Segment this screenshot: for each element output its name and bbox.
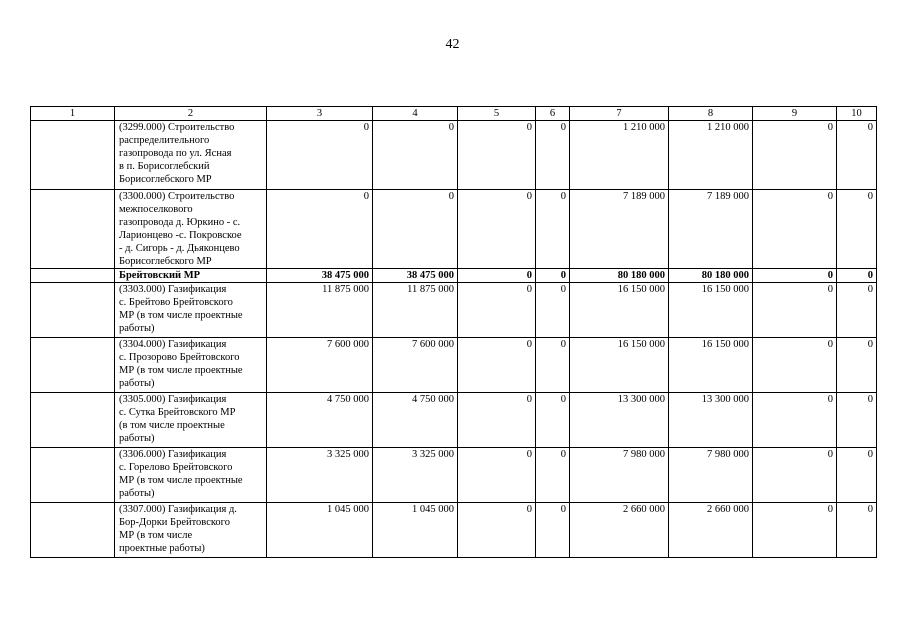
row-marker-cell — [31, 503, 115, 558]
amount-cell-col-8: 2 660 000 — [669, 503, 753, 558]
project-name-cell: (3304.000) Газификация с. Прозорово Брейтовского МР (в том числе проектные работы) — [115, 338, 267, 393]
amount-cell-col-9: 0 — [753, 503, 837, 558]
column-number: 10 — [837, 107, 877, 121]
amount-cell-col-5: 0 — [458, 190, 536, 269]
amount-cell-col-6: 0 — [536, 190, 570, 269]
amount-cell-col-5: 0 — [458, 503, 536, 558]
amount-cell-col-10: 0 — [837, 283, 877, 338]
column-number: 5 — [458, 107, 536, 121]
amount-cell-col-9: 0 — [753, 393, 837, 448]
row-marker-cell — [31, 283, 115, 338]
amount-cell-col-8: 1 210 000 — [669, 121, 753, 190]
table-row — [31, 448, 877, 503]
amount-cell-col-6: 0 — [536, 269, 570, 283]
column-number: 6 — [536, 107, 570, 121]
amount-cell-col-7: 13 300 000 — [570, 393, 669, 448]
amount-cell-col-7: 7 189 000 — [570, 190, 669, 269]
project-name-cell: (3306.000) Газификация с. Горелово Брейтовского МР (в том числе проектные работы) — [115, 448, 267, 503]
amount-cell-col-5: 0 — [458, 269, 536, 283]
project-name-cell: (3307.000) Газификация д. Бор-Дорки Брейтовского МР (в том числе проектные работы) — [115, 503, 267, 558]
amount-cell-col-7: 16 150 000 — [570, 338, 669, 393]
amount-cell-col-6: 0 — [536, 121, 570, 190]
amount-cell-col-4: 38 475 000 — [373, 269, 458, 283]
amount-cell-col-6: 0 — [536, 393, 570, 448]
table-group-row — [31, 269, 877, 283]
amount-cell-col-9: 0 — [753, 338, 837, 393]
table-row — [31, 121, 877, 190]
project-name-cell: (3299.000) Строительство распределительного газопровода по ул. Ясная в п. Борисоглебский Борисоглебского МР — [115, 121, 267, 190]
amount-cell-col-4: 11 875 000 — [373, 283, 458, 338]
amount-cell-col-10: 0 — [837, 503, 877, 558]
amount-cell-col-9: 0 — [753, 190, 837, 269]
column-number: 4 — [373, 107, 458, 121]
budget-table — [30, 106, 877, 558]
amount-cell-col-6: 0 — [536, 448, 570, 503]
amount-cell-col-9: 0 — [753, 269, 837, 283]
row-marker-cell — [31, 338, 115, 393]
amount-cell-col-4: 1 045 000 — [373, 503, 458, 558]
amount-cell-col-3: 11 875 000 — [267, 283, 373, 338]
amount-cell-col-3: 4 750 000 — [267, 393, 373, 448]
amount-cell-col-7: 16 150 000 — [570, 283, 669, 338]
amount-cell-col-5: 0 — [458, 338, 536, 393]
amount-cell-col-10: 0 — [837, 190, 877, 269]
amount-cell-col-4: 0 — [373, 190, 458, 269]
amount-cell-col-4: 7 600 000 — [373, 338, 458, 393]
amount-cell-col-8: 7 980 000 — [669, 448, 753, 503]
row-marker-cell — [31, 393, 115, 448]
amount-cell-col-5: 0 — [458, 448, 536, 503]
amount-cell-col-8: 7 189 000 — [669, 190, 753, 269]
column-number: 1 — [31, 107, 115, 121]
amount-cell-col-8: 16 150 000 — [669, 283, 753, 338]
row-marker-cell — [31, 121, 115, 190]
table-body — [31, 107, 877, 558]
amount-cell-col-3: 3 325 000 — [267, 448, 373, 503]
amount-cell-col-5: 0 — [458, 283, 536, 338]
amount-cell-col-4: 4 750 000 — [373, 393, 458, 448]
row-marker-cell — [31, 269, 115, 283]
amount-cell-col-6: 0 — [536, 338, 570, 393]
column-number: 2 — [115, 107, 267, 121]
column-number: 3 — [267, 107, 373, 121]
table-row — [31, 283, 877, 338]
column-number: 7 — [570, 107, 669, 121]
page-number: 42 — [445, 37, 460, 52]
amount-cell-col-10: 0 — [837, 448, 877, 503]
column-number: 9 — [753, 107, 837, 121]
amount-cell-col-4: 3 325 000 — [373, 448, 458, 503]
amount-cell-col-5: 0 — [458, 121, 536, 190]
amount-cell-col-10: 0 — [837, 269, 877, 283]
amount-cell-col-10: 0 — [837, 121, 877, 190]
amount-cell-col-3: 38 475 000 — [267, 269, 373, 283]
amount-cell-col-7: 1 210 000 — [570, 121, 669, 190]
column-number: 8 — [669, 107, 753, 121]
amount-cell-col-5: 0 — [458, 393, 536, 448]
amount-cell-col-7: 80 180 000 — [570, 269, 669, 283]
table-row — [31, 393, 877, 448]
amount-cell-col-3: 1 045 000 — [267, 503, 373, 558]
table-row — [31, 190, 877, 269]
amount-cell-col-3: 0 — [267, 190, 373, 269]
row-marker-cell — [31, 448, 115, 503]
group-name-cell: Брейтовский МР — [115, 269, 267, 283]
project-name-cell: (3305.000) Газификация с. Сутка Брейтовского МР (в том числе проектные работы) — [115, 393, 267, 448]
amount-cell-col-4: 0 — [373, 121, 458, 190]
amount-cell-col-9: 0 — [753, 283, 837, 338]
amount-cell-col-7: 7 980 000 — [570, 448, 669, 503]
amount-cell-col-3: 7 600 000 — [267, 338, 373, 393]
project-name-cell: (3303.000) Газификация с. Брейтово Брейтовского МР (в том числе проектные работы) — [115, 283, 267, 338]
amount-cell-col-8: 16 150 000 — [669, 338, 753, 393]
amount-cell-col-3: 0 — [267, 121, 373, 190]
table-row — [31, 338, 877, 393]
row-marker-cell — [31, 190, 115, 269]
amount-cell-col-10: 0 — [837, 338, 877, 393]
amount-cell-col-6: 0 — [536, 503, 570, 558]
amount-cell-col-6: 0 — [536, 283, 570, 338]
amount-cell-col-7: 2 660 000 — [570, 503, 669, 558]
project-name-cell: (3300.000) Строительство межпоселкового газопровода д. Юркино - с. Ларионцево -с. Покровское - д. Сигорь - д. Дьяконцево Борисоглебского МР — [115, 190, 267, 269]
amount-cell-col-8: 80 180 000 — [669, 269, 753, 283]
amount-cell-col-8: 13 300 000 — [669, 393, 753, 448]
amount-cell-col-10: 0 — [837, 393, 877, 448]
amount-cell-col-9: 0 — [753, 448, 837, 503]
table-row — [31, 503, 877, 558]
column-number-row — [31, 107, 877, 121]
amount-cell-col-9: 0 — [753, 121, 837, 190]
